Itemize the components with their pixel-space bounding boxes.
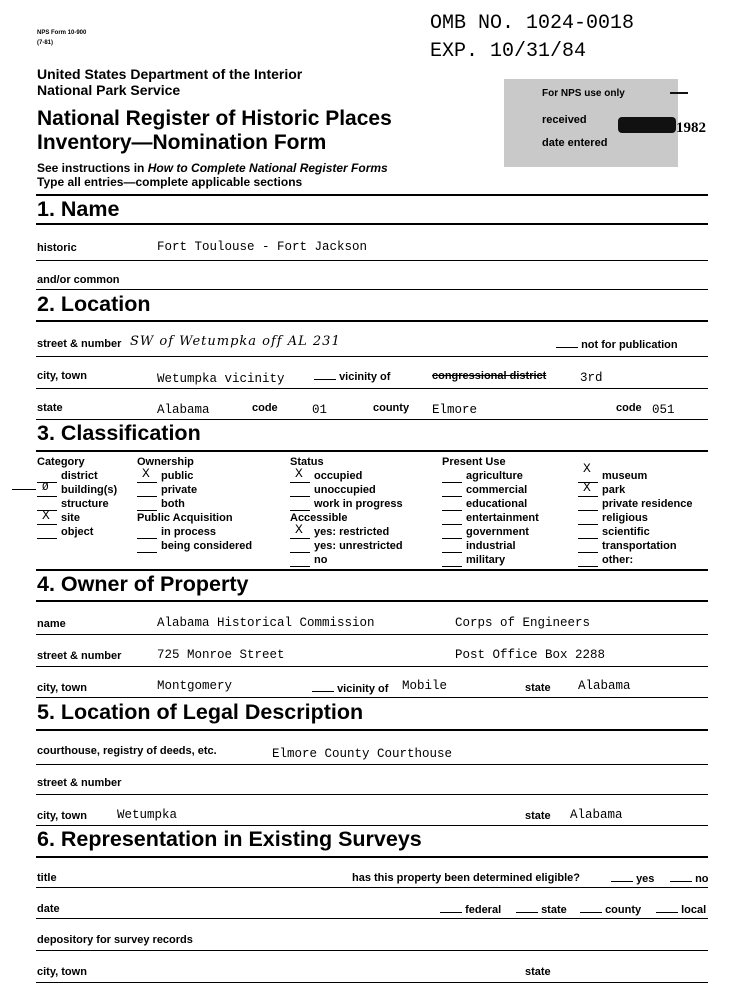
common-name-label: and/or common [37,274,120,286]
use-scientific[interactable]: scientific [578,525,650,539]
status-work-in-progress[interactable]: work in progress [290,497,403,511]
status-heading: Status [290,456,324,468]
accessible-unrestricted[interactable]: yes: unrestricted [290,539,403,553]
accessible-no[interactable]: no [290,553,327,567]
congressional-district-label: congressional district [432,370,547,382]
rule [36,356,708,357]
legal-state[interactable]: Alabama [570,808,623,822]
rule [36,320,708,322]
section-6-heading: 6. Representation in Existing Surveys [37,827,422,851]
section-5-heading: 5. Location of Legal Description [37,700,364,724]
rule [36,223,708,225]
code-label: code [252,402,278,414]
use-religious[interactable]: religious [578,511,648,525]
category-site[interactable]: X site [37,511,80,525]
category-buildings[interactable]: Ø building(s) [37,483,117,497]
rule [36,419,708,420]
nps-use-header: For NPS use only [542,88,625,99]
city-label: city, town [37,370,87,382]
use-educational[interactable]: educational [442,497,527,511]
rule [36,666,708,667]
service: National Park Service [37,82,181,98]
omb-expiry: EXP. 10/31/84 [430,40,587,63]
use-military[interactable]: military [442,553,505,567]
rule [36,289,708,290]
rule [36,600,708,602]
location-state[interactable]: Alabama [157,403,210,417]
instructions-line1: See instructions in How to Complete National Register Forms [37,161,388,175]
use-agriculture[interactable]: agriculture [442,469,523,483]
acquisition-being-considered[interactable]: being considered [137,539,252,553]
survey-state[interactable]: state [516,903,567,916]
owner-street-label: street & number [37,650,122,662]
legal-city-label: city, town [37,810,87,822]
vicinity-label: vicinity of [314,370,390,383]
rule [36,856,708,858]
rule [36,194,708,196]
section-1-heading: 1. Name [37,197,120,221]
received-label: received [542,114,587,126]
owner-state-label: state [525,682,551,694]
state-label: state [37,402,63,414]
congressional-district[interactable]: 3rd [580,371,603,385]
use-park[interactable]: X park [578,483,625,497]
status-occupied[interactable]: X occupied [290,469,362,483]
use-other[interactable]: other: [578,553,633,567]
form-title-line2: Inventory—Nomination Form [37,131,327,154]
owner-state[interactable]: Alabama [578,679,631,693]
rule [36,982,708,983]
survey-county[interactable]: county [580,903,641,916]
rule [36,825,708,826]
received-stamp [618,117,676,133]
use-museum[interactable]: X museum [578,469,647,483]
owner-name-2[interactable]: Corps of Engineers [455,616,591,630]
accessible-restricted[interactable]: X yes: restricted [290,525,389,539]
margin-stroke [12,489,36,490]
section-3-heading: 3. Classification [37,421,201,445]
legal-state-label: state [525,810,551,822]
survey-title-label: title [37,872,57,884]
location-county[interactable]: Elmore [432,403,478,417]
stamp-year: 1982 [676,120,706,136]
legal-street-label: street & number [37,777,122,789]
form-revision: (7-81) [37,40,54,46]
section-2-heading: 2. Location [37,292,151,316]
eligible-yes[interactable]: yes [611,872,654,885]
use-transportation[interactable]: transportation [578,539,677,553]
owner-name-label: name [37,618,66,630]
owner-city-1[interactable]: Montgomery [157,679,233,693]
section-4-heading: 4. Owner of Property [37,572,249,596]
historic-name[interactable]: Fort Toulouse - Fort Jackson [157,240,368,254]
category-heading: Category [37,456,85,468]
county-label: county [373,402,410,414]
county-code[interactable]: 051 [652,403,675,417]
rule [36,697,708,698]
date-entered-label: date entered [542,137,608,149]
eligible-no[interactable]: no [670,872,709,885]
category-object[interactable]: object [37,525,93,539]
rule [36,764,708,765]
courthouse-label: courthouse, registry of deeds, etc. [37,745,217,757]
location-city[interactable]: Wetumpka vicinity [157,372,285,386]
use-government[interactable]: government [442,525,529,539]
survey-local[interactable]: local [656,903,706,916]
county-code-label: code [616,402,642,414]
rule [36,794,708,795]
street-label: street & number [37,338,122,350]
courthouse-value[interactable]: Elmore County Courthouse [272,747,453,761]
eligible-question: has this property been determined eligible? [352,872,580,884]
rule [36,388,708,389]
category-district[interactable]: district [37,469,98,483]
stamp-mark [670,92,688,94]
not-for-publication[interactable]: not for publication [556,338,678,351]
legal-city[interactable]: Wetumpka [117,808,178,822]
rule [36,918,708,919]
ownership-private[interactable]: private [137,483,197,497]
acquisition-heading: Public Acquisition [137,512,233,524]
survey-federal[interactable]: federal [440,903,501,916]
survey-city-label: city, town [37,966,87,978]
rule [36,450,708,452]
historic-label: historic [37,242,77,254]
owner-city-2[interactable]: Mobile [402,679,448,693]
category-structure[interactable]: structure [37,497,109,511]
owner-vicinity-label: vicinity of [312,682,388,695]
form-title-line1: National Register of Historic Places [37,107,392,130]
use-private-residence[interactable]: private residence [578,497,693,511]
owner-name-1[interactable]: Alabama Historical Commission [157,616,375,630]
survey-date-label: date [37,903,60,915]
ownership-public[interactable]: X public [137,469,193,483]
owner-street-2[interactable]: Post Office Box 2288 [455,648,606,662]
use-entertainment[interactable]: entertainment [442,511,539,525]
status-unoccupied[interactable]: unoccupied [290,483,376,497]
acquisition-in-process[interactable]: in process [137,525,216,539]
form-number: NPS Form 10-900 [37,30,87,36]
owner-street-1[interactable]: 725 Monroe Street [157,648,285,662]
ownership-both[interactable]: both [137,497,185,511]
state-code[interactable]: 01 [312,403,328,417]
survey-state-label: state [525,966,551,978]
rule [36,950,708,951]
rule [36,887,708,888]
depository-label: depository for survey records [37,934,193,946]
rule [36,260,708,261]
rule [36,729,708,731]
present-use-heading: Present Use [442,456,506,468]
owner-city-label: city, town [37,682,87,694]
use-industrial[interactable]: industrial [442,539,516,553]
department: United States Department of the Interior [37,66,303,82]
omb-number: OMB NO. 1024-0018 [430,12,635,35]
use-commercial[interactable]: commercial [442,483,527,497]
rule [36,569,708,571]
instructions-line2: Type all entries—complete applicable sections [37,175,303,189]
rule [36,634,708,635]
location-street[interactable]: SW of Wetumpka off AL 231 [130,334,341,349]
accessible-heading: Accessible [290,512,348,524]
ownership-heading: Ownership [137,456,194,468]
